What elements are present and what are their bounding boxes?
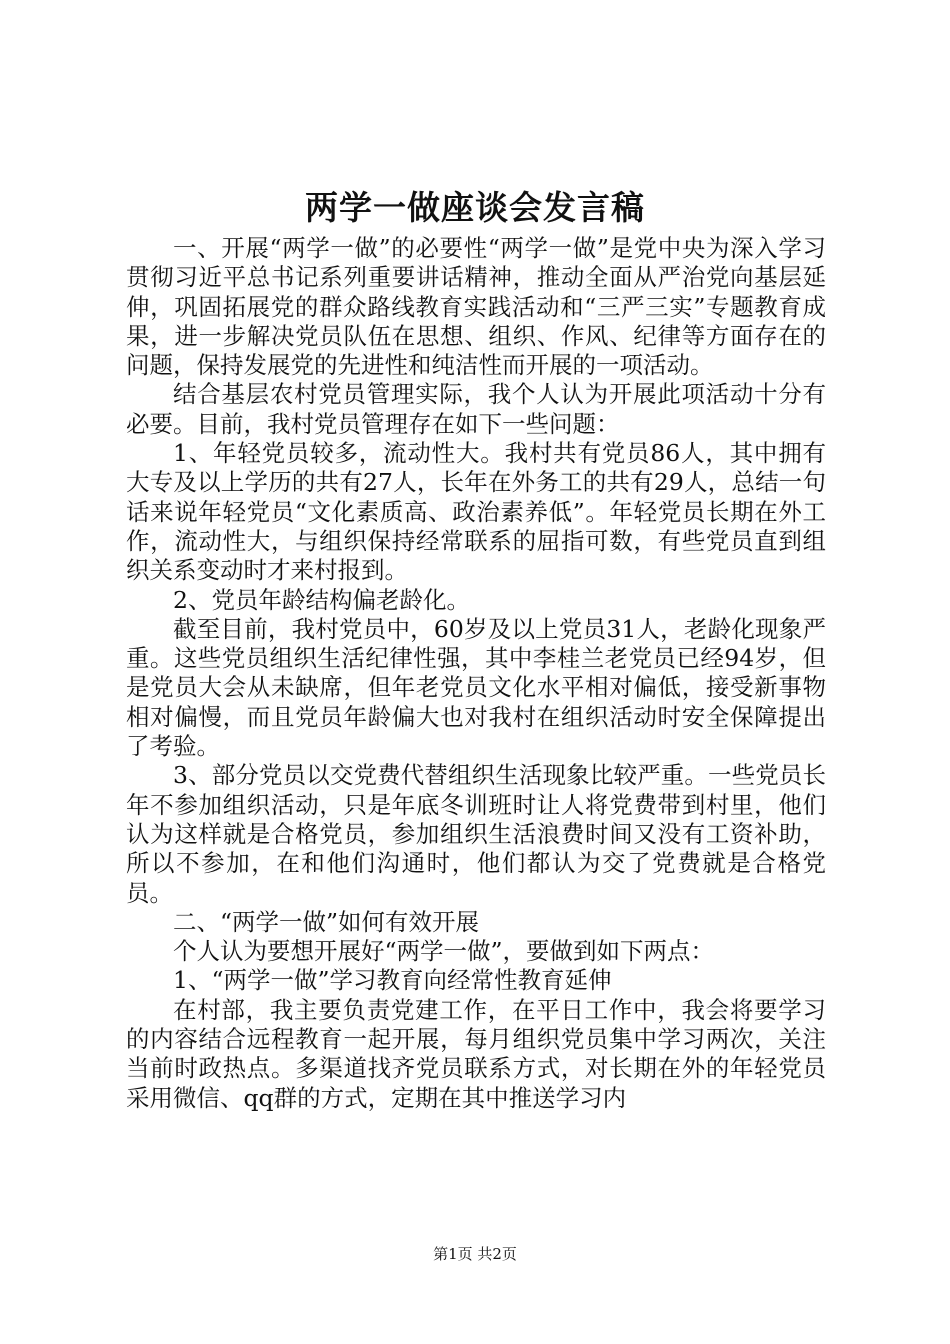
section-heading: 二、“两学一做”如何有效开展 [173, 907, 480, 936]
subsection-heading: 1、“两学一做”学习教育向经常性教育延伸 [173, 966, 612, 995]
paragraph: 个人认为要想开展好“两学一做”，要做到如下两点： [173, 937, 715, 966]
paragraph: 1、年轻党员较多，流动性大。我村共有党员86人，其中拥有大专及以上学历的共有27人，长年在外务工的共有29人，总结一句话来说年轻党员“文化素质高、政治素养低”。年轻党员长期在外工作，流动性大，与组织保持经常联系的屈指可数，有些党员直到组织关系变动时才来村报到。 [126, 439, 826, 585]
paragraph: 2、党员年龄结构偏老龄化。 [173, 585, 470, 614]
paragraph: 3、部分党员以交党费代替组织生活现象比较严重。一些党员长年不参加组织活动，只是年底冬训班时让人将党费带到村里，他们认为这样就是合格党员，参加组织生活浪费时间又没有工资补助，所以不参加，在和他们沟通时，他们都认为交了党费就是合格党员。 [126, 761, 826, 907]
page-number-footer: 第1页 共2页 [433, 1245, 517, 1263]
paragraph: 在村部，我主要负责党建工作，在平日工作中，我会将要学习的内容结合远程教育一起开展，每月组织党员集中学习两次，关注当前时政热点。多渠道找齐党员联系方式，对长期在外的年轻党员采用微信、qq群的方式，定期在其中推送学习内 [126, 995, 826, 1112]
document-body [126, 234, 826, 1113]
document-title: 两学一做座谈会发言稿 [305, 188, 645, 227]
paragraph: 结合基层农村党员管理实际，我个人认为开展此项活动十分有必要。目前，我村党员管理存在如下一些问题： [126, 380, 826, 438]
paragraph: 一、开展“两学一做”的必要性“两学一做”是党中央为深入学习贯彻习近平总书记系列重要讲话精神，推动全面从严治党向基层延伸，巩固拓展党的群众路线教育实践活动和“三严三实”专题教育成果，进一步解决党员队伍在思想、组织、作风、纪律等方面存在的问题，保持发展党的先进性和纯洁性而开展的一项活动。 [126, 234, 826, 380]
paragraph: 截至目前，我村党员中，60岁及以上党员31人，老龄化现象严重。这些党员组织生活纪律性强，其中李桂兰老党员已经94岁，但是党员大会从未缺席，但年老党员文化水平相对偏低，接受新事物相对偏慢，而且党员年龄偏大也对我村在组织活动时安全保障提出了考验。 [126, 614, 826, 761]
